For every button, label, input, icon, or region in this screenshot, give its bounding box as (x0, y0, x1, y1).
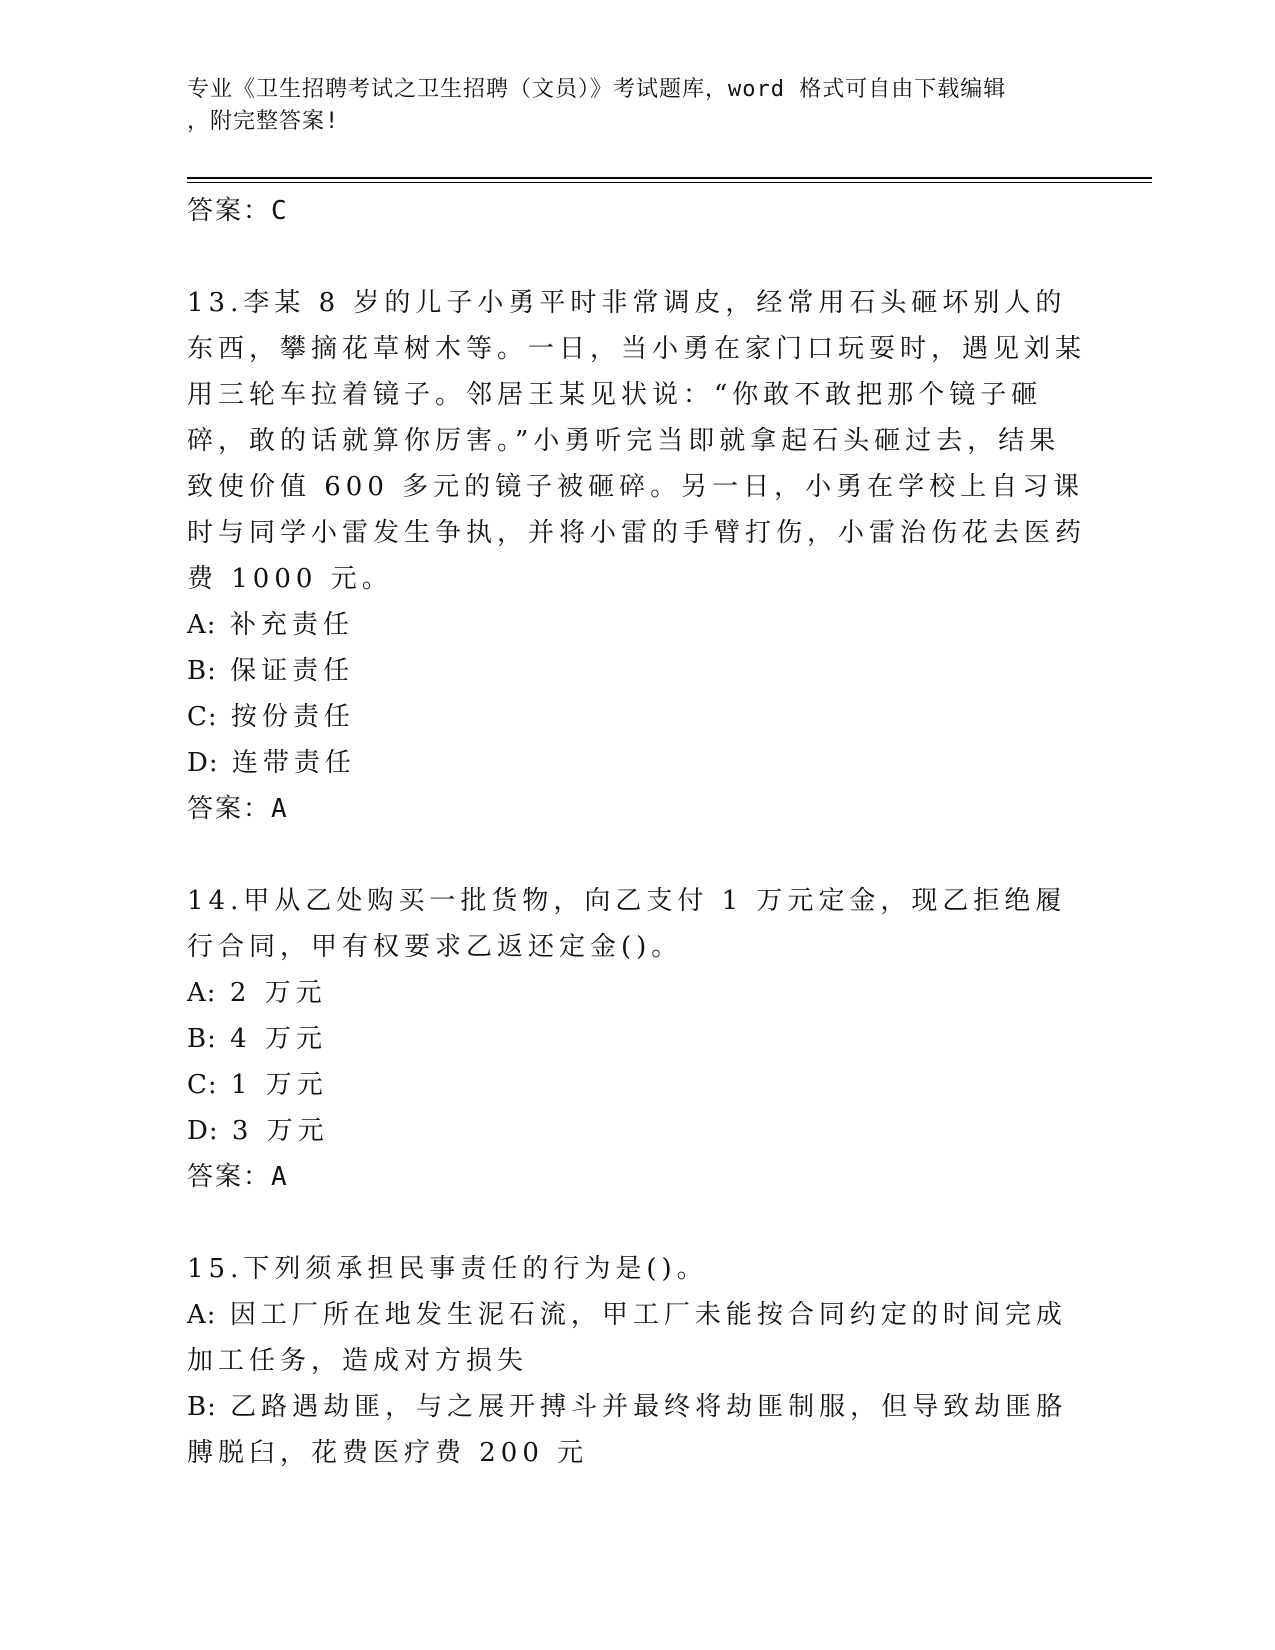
question-14-option-a (187, 970, 1087, 1016)
header-divider-thin (187, 182, 1152, 183)
question-14-option-b (187, 1016, 1087, 1062)
option-label: B: (187, 1392, 217, 1422)
question-13-option-a (187, 602, 1087, 648)
question-14-option-d (187, 1108, 1087, 1154)
question-14-option-c (187, 1062, 1087, 1108)
question-14-text: 14.甲从乙处购买一批货物，向乙支付 1 万元定金，现乙拒绝履行合同，甲有权要求乙返还定金()。 (187, 886, 1067, 962)
answer-value: A (271, 794, 289, 824)
question-13-text: 13.李某 8 岁的儿子小勇平时非常调皮，经常用石头砸坏别人的东西，攀摘花草树木等。一日，当小勇在家门口玩耍时，遇见刘某用三轮车拉着镜子。邻居王某见状说：“你敢不敢把那个镜子砸碎，敢的话就算你厉害。”小勇听完当即就拿起石头砸过去，结果致使价值 600 多元的镜子被砸碎。另一日，小勇在学校上自习课时与同学小雷发生争执，并将小雷的手臂打伤，小雷治伤花去医药费 1000 元。 (187, 288, 1087, 594)
option-label: A: (187, 610, 217, 640)
header-divider (187, 177, 1152, 179)
question-15-option-b (187, 1384, 1087, 1476)
option-label: B: (187, 656, 217, 686)
answer-line (187, 786, 1087, 832)
option-label: A: (187, 978, 217, 1008)
option-label: B: (187, 1024, 217, 1054)
option-label: D: (187, 1116, 219, 1146)
answer-value: C (271, 196, 289, 226)
answer-label: 答案： (187, 196, 272, 226)
answer-line (187, 1154, 1087, 1200)
option-text: 补充责任 (229, 610, 354, 640)
option-text: 3 万元 (231, 1116, 329, 1146)
option-text: 因工厂所在地发生泥石流，甲工厂未能按合同约定的时间完成加工任务，造成对方损失 (187, 1300, 1067, 1376)
spacer (187, 832, 1087, 878)
question-13-option-c (187, 694, 1087, 740)
option-label: A: (187, 1300, 217, 1330)
question-13-option-b (187, 648, 1087, 694)
question-13-option-d (187, 740, 1087, 786)
question-15-option-a (187, 1292, 1087, 1384)
option-text: 保证责任 (230, 656, 355, 686)
spacer (187, 234, 1087, 280)
answer-label: 答案： (187, 1162, 272, 1192)
option-text: 乙路遇劫匪，与之展开搏斗并最终将劫匪制服，但导致劫匪胳膊脱臼，花费医疗费 200 元 (187, 1392, 1068, 1468)
spacer (187, 1200, 1087, 1246)
option-label: D: (187, 748, 219, 778)
option-text: 按份责任 (230, 702, 355, 732)
option-text: 4 万元 (230, 1024, 327, 1054)
document-body (187, 188, 1087, 1476)
document-header: 专业《卫生招聘考试之卫生招聘（文员）》考试题库，word 格式可自由下载编辑 ，附完整答案! (187, 77, 1007, 134)
option-label: C: (187, 702, 218, 732)
option-text: 2 万元 (229, 978, 327, 1008)
option-text: 连带责任 (231, 748, 356, 778)
answer-label: 答案： (187, 794, 272, 824)
question-15-text: 15.下列须承担民事责任的行为是()。 (187, 1254, 708, 1284)
option-text: 1 万元 (230, 1070, 328, 1100)
answer-line (187, 188, 1087, 234)
answer-value: A (271, 1162, 289, 1192)
option-label: C: (187, 1070, 218, 1100)
